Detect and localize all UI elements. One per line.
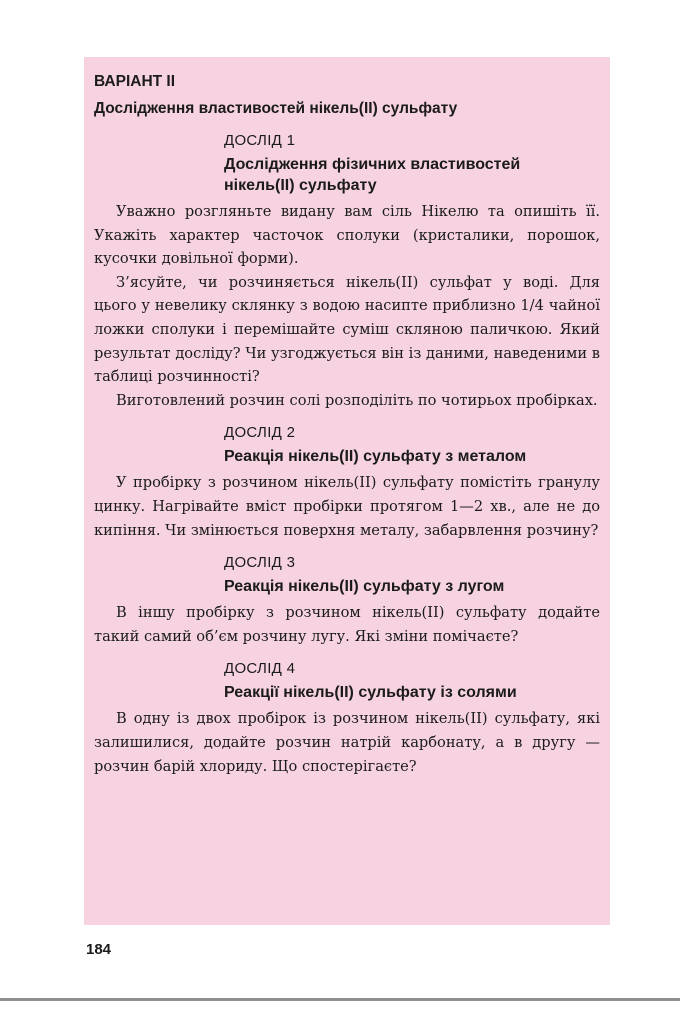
experiment-title: Реакції нікель(ІІ) сульфату із солями bbox=[224, 684, 517, 702]
experiment-label: ДОСЛІД 2 bbox=[224, 424, 296, 442]
footer-divider bbox=[0, 998, 680, 1001]
paragraph: В одну із двох пробірок із розчином нікель(ІІ) сульфату, які залишилися, додайте розчин натрій карбонату, а в другу — розчин барій хлориду. Що спостерігаєте? bbox=[94, 710, 600, 775]
work-title: Дослідження властивостей нікель(ІІ) сульфату bbox=[94, 100, 458, 117]
variant-heading: ВАРІАНТ ІІ bbox=[94, 73, 176, 90]
paragraph: З’ясуйте, чи розчиняється нікель(ІІ) сульфат у воді. Для цього у невелику склянку з водою насипте приблизно 1/4 чайної ложки сполуки і перемішайте суміш скляною паличкою. Який результат досліду? Чи узгоджується він із даними, наведеними в таблиці розчинності? bbox=[94, 273, 600, 386]
experiment-label: ДОСЛІД 1 bbox=[224, 132, 296, 149]
experiment-title: Реакція нікель(ІІ) сульфату з металом bbox=[224, 448, 527, 466]
paragraph: Виготовлений розчин солі розподіліть по чотирьох пробірках. bbox=[116, 391, 598, 409]
paragraph: В іншу пробірку з розчином нікель(ІІ) сульфату додайте такий самий об’єм розчину лугу. Які зміни помічаєте? bbox=[94, 604, 600, 645]
experiment-2 bbox=[94, 422, 600, 542]
paragraph: У пробірку з розчином нікель(ІІ) сульфату помістіть гранулу цинку. Нагрівайте вміст пробірки протягом 1—2 хв., але не до кипіння. Чи змінюється поверхня металу, забарвлення розчину? bbox=[94, 474, 600, 539]
experiment-4 bbox=[94, 658, 600, 778]
experiment-label: ДОСЛІД 3 bbox=[224, 554, 296, 572]
experiment-title-line: Дослідження фізичних властивостей bbox=[224, 156, 521, 173]
experiment-title-line: нікель(ІІ) сульфату bbox=[224, 177, 377, 194]
experiment-3 bbox=[94, 552, 600, 648]
page-number: 184 bbox=[86, 941, 112, 958]
paragraph: Уважно розгляньте видану вам сіль Нікелю та опишіть її. Укажіть характер частoчок сполуки (кристалики, порошок, кусочки довільної форми). bbox=[94, 203, 600, 268]
experiment-title bbox=[224, 154, 600, 196]
experiment-title: Реакція нікель(ІІ) сульфату з лугом bbox=[224, 578, 505, 596]
experiment-label: ДОСЛІД 4 bbox=[224, 660, 296, 678]
task-panel bbox=[84, 57, 610, 925]
experiment-1 bbox=[94, 130, 600, 412]
